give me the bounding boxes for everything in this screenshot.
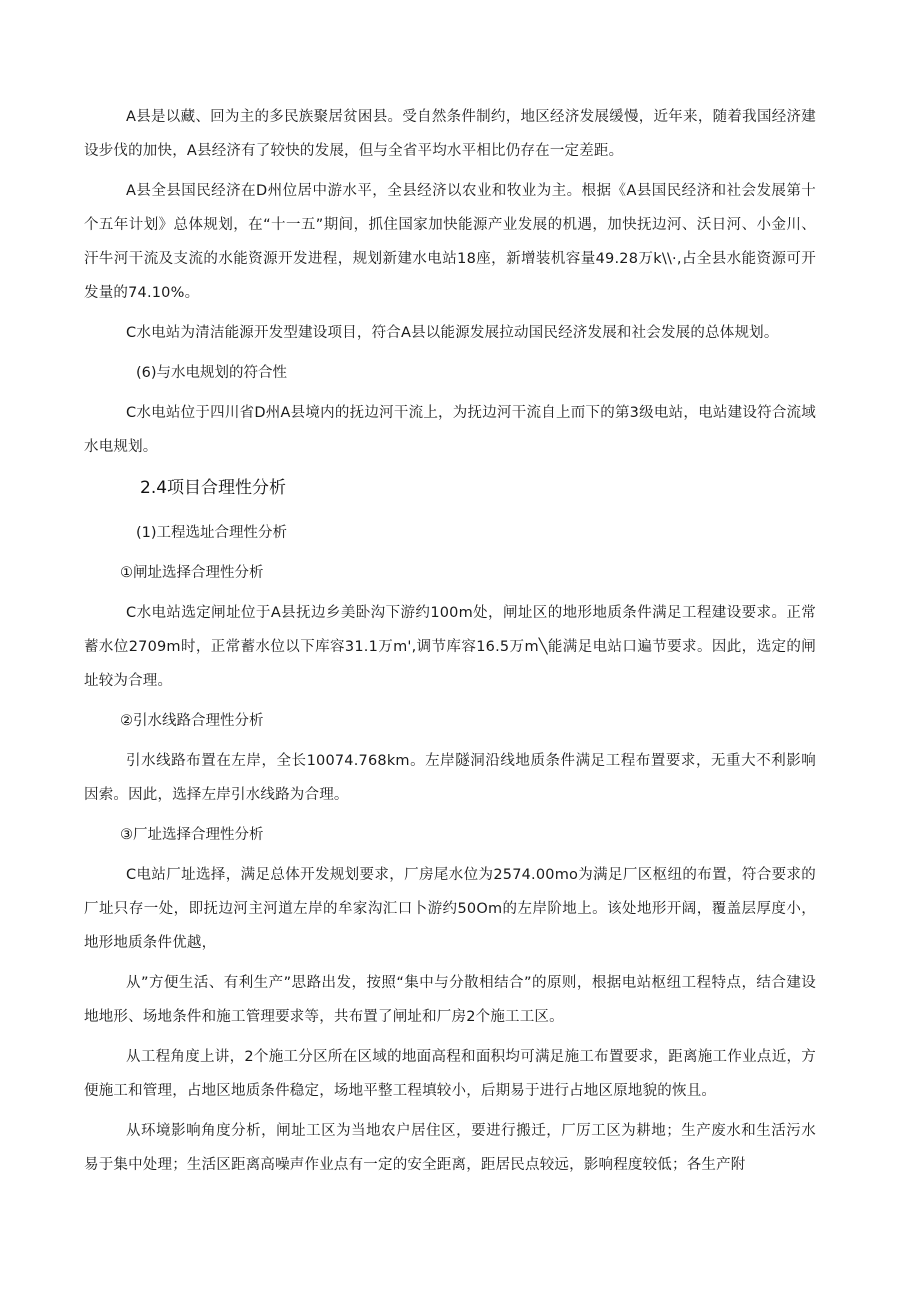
document-body (84, 100, 816, 1188)
paragraph-engineering-view: 从工程角度上讲，2个施工分区所在区域的地面高程和面积均可满足施工布置要求，距离施工作业点近，方便施工和管理，占地区地质条件稳定，场地平整工程填较小，后期易于进行占地区原地貌的恢且。 (84, 1049, 816, 1099)
subheading-site-selection: (1)工程选址合理性分析 (136, 525, 288, 541)
subheading-gate-site: ①闸址选择合理性分析 (120, 565, 264, 581)
paragraph-clean-energy: C水电站为清洁能源开发型建设项目，符合A县以能源发展拉动国民经济发展和社会发展的总体规划。 (126, 325, 779, 341)
subheading-powerhouse-site: ③厂址选择合理性分析 (120, 827, 264, 843)
paragraph-construction-zones: 从”方便生活、有利生产”思路出发，按照“集中与分散相结合”的原则，根据电站枢纽工程特点，结合建设地地形、场地条件和施工管理要求等，共布置了闸址和厂房2个施工工区。 (84, 975, 816, 1025)
section-heading-2-4: 2.4项目合理性分析 (140, 478, 287, 498)
subheading-hydro-plan-conformity: (6)与水电规划的符合性 (136, 365, 288, 381)
paragraph-county-overview: A县是以藏、回为主的多民族聚居贫困县。受自然条件制约，地区经济发展缓慢，近年来，随着我国经济建设步伐的加快，A县经济有了较快的发展，但与全省平均水平相比仍存在一定差距。 (84, 109, 816, 159)
paragraph-diversion-route: 引水线路布置在左岸，全长10074.768km。左岸隧洞沿线地质条件满足工程布置要求，无重大不利影响因索。因此，选择左岸引水线路为合理。 (84, 753, 816, 803)
paragraph-gate-site: C水电站选定闸址位于A县抚边乡美卧沟下游约100m处，闸址区的地形地质条件满足工程建设要求。正常蓄水位2709m时，正常蓄水位以下库容31.1万m',调节库容16.5万m╲能满足电站口遍节要求。因此，选定的闸址较为合理。 (84, 605, 816, 689)
paragraph-station-location: C水电站位于四川省D州A县境内的抚边河干流上，为抚边河干流自上而下的第3级电站，电站建设符合流域水电规划。 (84, 405, 816, 455)
paragraph-environment-view: 从环境影响角度分析，闸址工区为当地农户居住区，要进行搬迁，厂厉工区为耕地；生产废水和生活污水易于集中处理；生活区距离高噪声作业点有一定的安全距离，距居民点较远，影响程度较低；各生产附 (84, 1123, 816, 1173)
paragraph-county-economy: A县全县国民经济在D州位居中游水平，全县经济以农业和牧业为主。根据《A县国民经济和社会发展第十个五年计划》总体规划，在“十一五”期间，抓住国家加快能源产业发展的机遇，加快抚边河、沃日河、小金川、汗牛河干流及支流的水能资源开发进程，规划新建水电站18座，新增装机容量49.28万k\\·,占全县水能资源可开发量的74.10%。 (84, 183, 816, 301)
paragraph-powerhouse-site: C电站厂址选择，满足总体开发规划要求，厂房尾水位为2574.00mo为满足厂区枢纽的布置，符合要求的厂址只存一处，即抚边河主河道左岸的牟家沟汇口卜游约50Om的左岸阶地上。该处地形开阔，覆盖层厚度小，地形地质条件优越， (84, 867, 816, 951)
subheading-diversion-route: ②引水线路合理性分析 (120, 713, 264, 729)
